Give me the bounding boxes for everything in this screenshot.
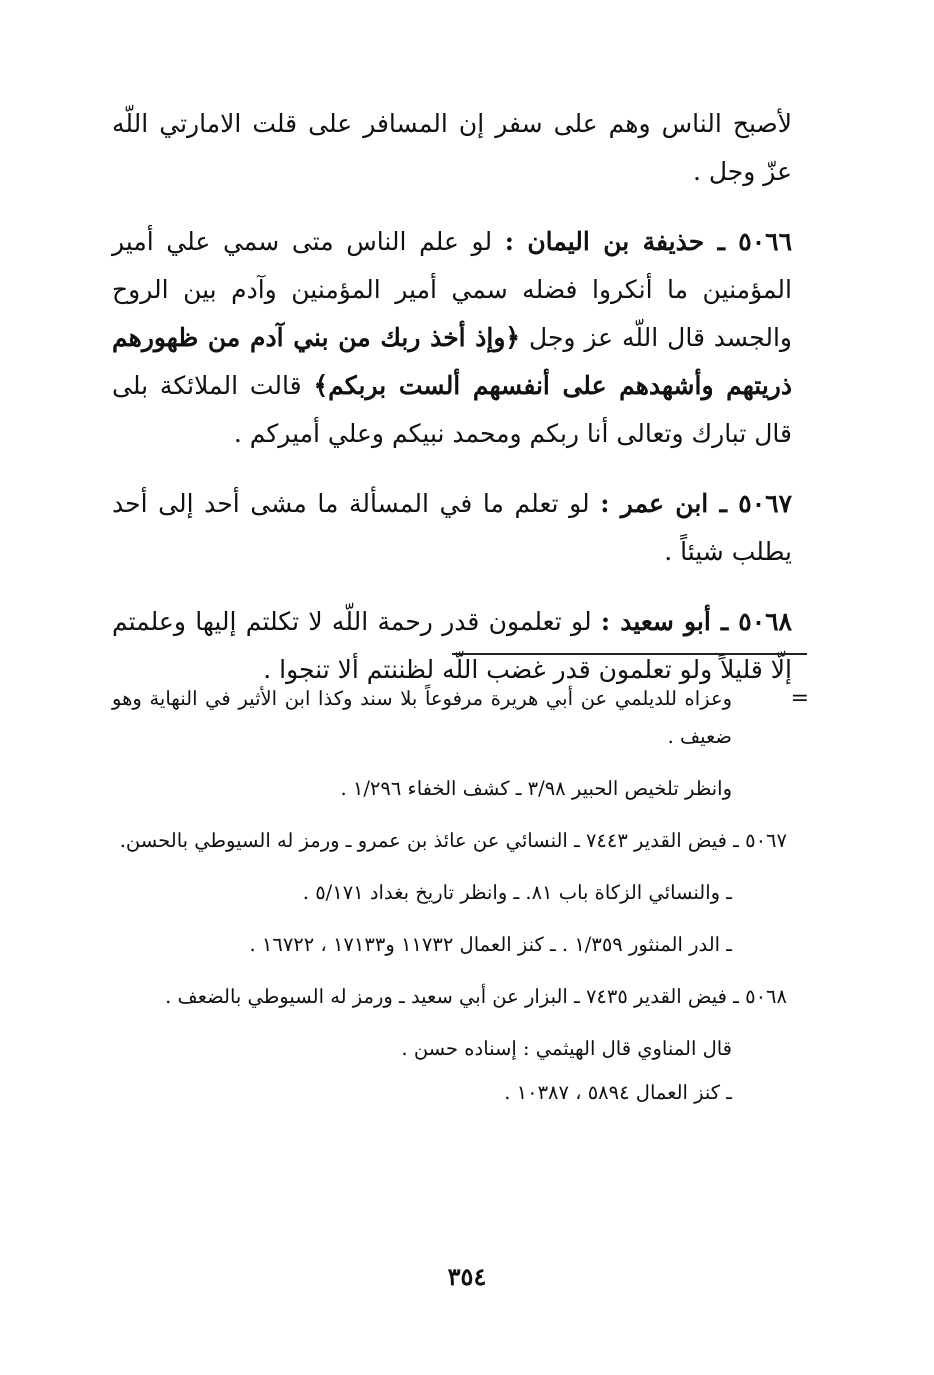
- footnote-text: ـ الدر المنثور ١/٣٥٩ . ـ كنز العمال ١١٧٣٢ و١٧١٣٣ ، ١٦٧٢٢ .: [249, 933, 732, 956]
- paragraph-text: لأصبح الناس وهم على سفر إن المسافر على قلت الامارتي اللّه عزّ وجل .: [112, 109, 792, 186]
- continuation-marker: =: [790, 686, 809, 711]
- hadith-heading: ٥٠٦٨ ـ أبو سعيد :: [600, 607, 792, 636]
- footnotes: [112, 680, 809, 1126]
- hadith-text: لو علم الناس متى سمي علي أمير المؤمنين ما أنكروا فضله سمي أمير المؤمنين وآدم بين الروح والجسد قال اللّه عز وجل: [112, 227, 793, 352]
- footnote-text: ـ والنسائي الزكاة باب ٨١. ـ وانظر تاريخ بغداد ٥/١٧١ .: [302, 881, 732, 904]
- main-text: [112, 100, 792, 716]
- footnote-5067: ٥٠٦٧ ـ فيض القدير ٧٤٤٣ ـ النسائي عن عائذ بن عمرو ـ ورمز له السيوطي بالحسن.: [119, 829, 787, 852]
- hadith-5067: [112, 480, 792, 576]
- paragraph-continuation: [112, 100, 792, 196]
- footnote-text: قال المناوي قال الهيثمي : إسناده حسن .: [401, 1037, 732, 1060]
- footnote-text: ـ كنز العمال ٥٨٩٤ ، ١٠٣٨٧ .: [504, 1081, 732, 1104]
- footnote-divider: [452, 653, 807, 655]
- hadith-heading: ٥٠٦٧ ـ ابن عمر :: [600, 489, 792, 518]
- footnote-text: وانظر تلخيص الحبير ٣/٩٨ ـ كشف الخفاء ١/٢٩٦ .: [340, 777, 732, 800]
- quran-quote: ﴿وإذ أخذ ربك من بني آدم من ظهورهم ذريتهم وأشهدهم على أنفسهم ألست بربكم﴾: [112, 323, 792, 400]
- page-number: ٣٥٤: [447, 1262, 487, 1291]
- hadith-heading: ٥٠٦٦ ـ حذيفة بن اليمان :: [504, 227, 792, 256]
- hadith-text: لو تعلم ما في المسألة ما مشى أحد إلى أحد يطلب شيئاً .: [112, 489, 792, 566]
- footnote-text: وعزاه للديلمي عن أبي هريرة مرفوعاً بلا سند وكذا ابن الأثير في النهاية وهو ضعيف .: [112, 687, 733, 748]
- footnote-5068: ٥٠٦٨ ـ فيض القدير ٧٤٣٥ ـ البزار عن أبي سعيد ـ ورمز له السيوطي بالضعف .: [165, 985, 787, 1008]
- hadith-text: لو تعلمون قدر رحمة اللّه لا تكلتم إليها وعلمتم إلّا قليلاً ولو تعلمون قدر غضب اللّه لظننتم ألا تنجوا .: [112, 607, 792, 684]
- footnote-continued: [112, 680, 809, 756]
- hadith-text: قالت الملائكة بلى قال تبارك وتعالى أنا ربكم ومحمد نبيكم وعلي أميركم .: [112, 371, 792, 448]
- hadith-5066: [112, 218, 792, 458]
